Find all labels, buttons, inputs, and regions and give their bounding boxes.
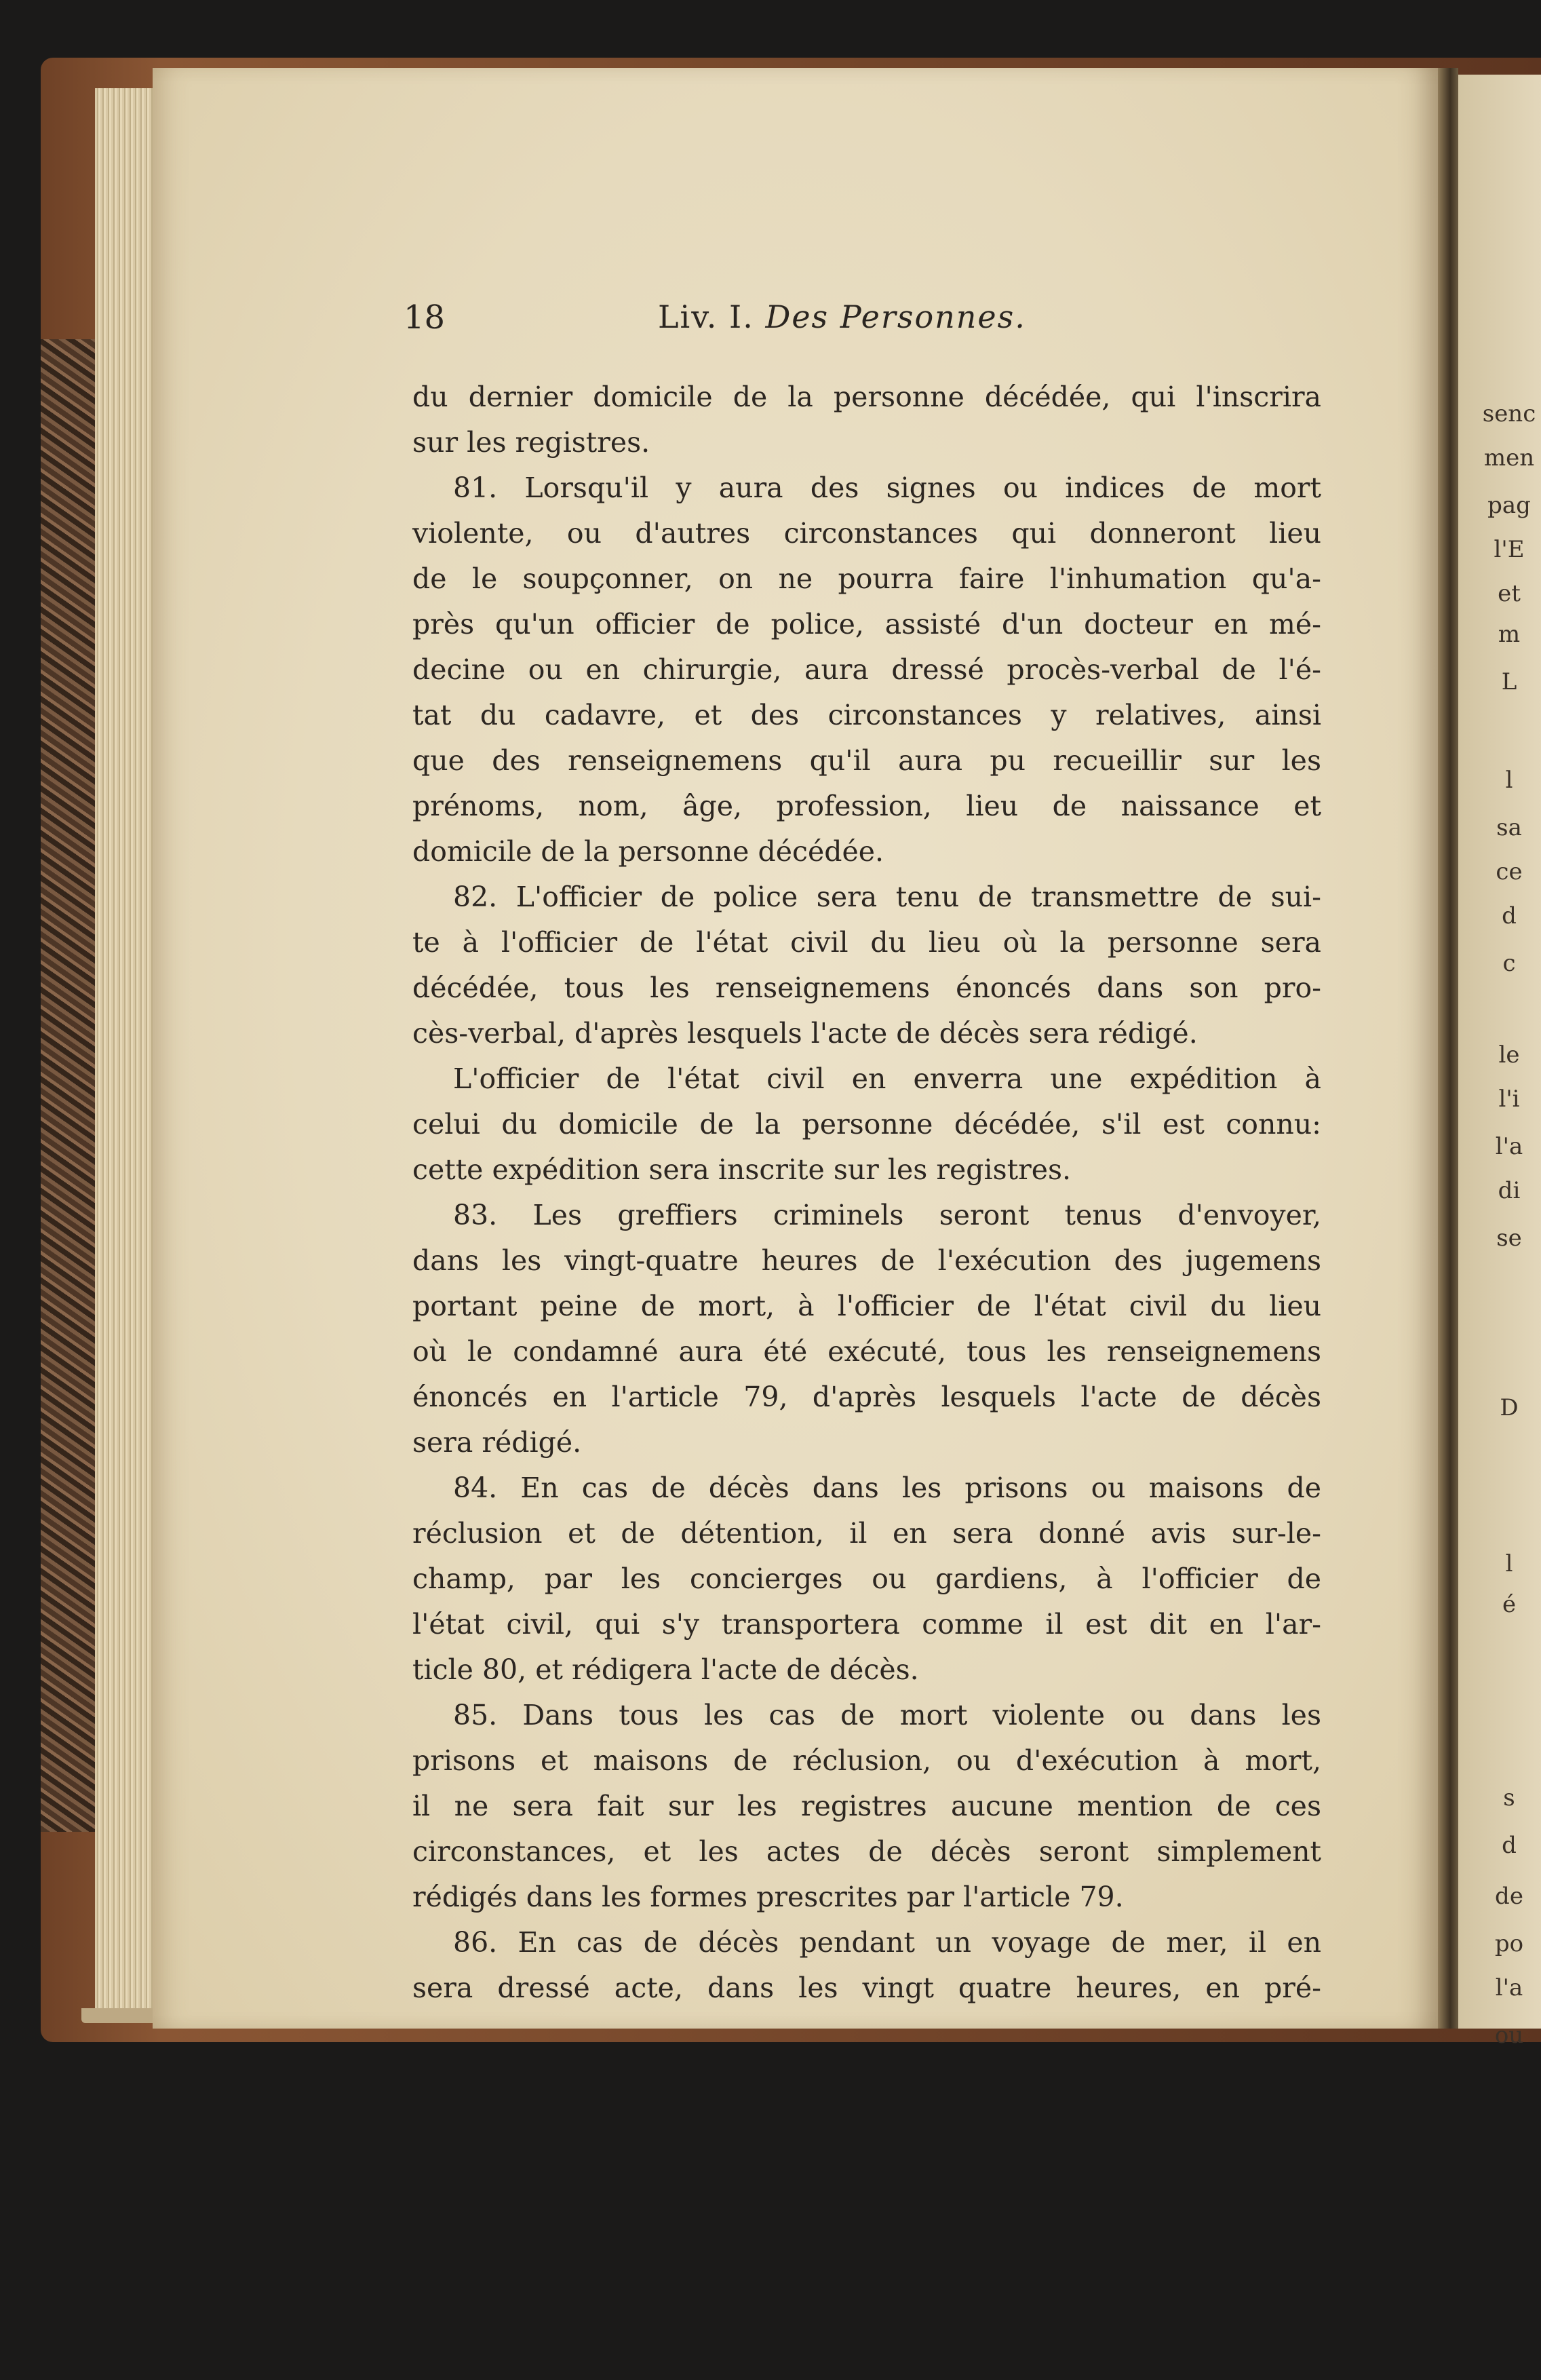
text-line: 85. Dans tous les cas de mort violente ou dans les [453, 1699, 1321, 1731]
facing-page-fragment: ou [1494, 2022, 1524, 2049]
text-line: où le condamné aura été exécuté, tous les renseignemens [412, 1335, 1321, 1368]
page-number: 18 [404, 299, 446, 337]
text-line: que des renseignemens qu'il aura pu recueillir sur les [412, 744, 1321, 777]
text-line: domicile de la personne décédée. [412, 835, 884, 868]
facing-page-fragment: le [1498, 1041, 1520, 1069]
running-head [658, 299, 1026, 335]
facing-page-fragment: L [1501, 668, 1517, 695]
page-edges [95, 88, 159, 2008]
text-line: tat du cadavre, et des circonstances y relatives, ainsi [412, 699, 1321, 731]
text-line: L'officier de l'état civil en enverra une expédition à [453, 1062, 1321, 1095]
text-line: champ, par les concierges ou gardiens, à l'officier de [412, 1562, 1321, 1595]
text-line: sur les registres. [412, 426, 650, 459]
running-head-book: Liv. I. [658, 299, 754, 335]
text-line: 83. Les greffiers criminels seront tenus d'envoyer, [453, 1199, 1321, 1231]
text-line: dans les vingt-quatre heures de l'exécution des jugemens [412, 1244, 1321, 1277]
facing-page-fragment: di [1498, 1177, 1521, 1204]
facing-page-fragment: l'E [1494, 536, 1525, 563]
book-gutter [1438, 68, 1458, 2029]
facing-page-fragment: se [1496, 1225, 1522, 1252]
facing-page-fragment: l'i [1498, 1086, 1520, 1113]
text-line: prénoms, nom, âge, profession, lieu de naissance et [412, 790, 1321, 822]
facing-page-fragment: m [1498, 621, 1521, 648]
facing-page-fragment: l'a [1495, 1974, 1523, 2001]
facing-page-fragment: et [1498, 580, 1521, 607]
facing-page-fragment: po [1494, 1930, 1524, 1957]
text-line: cette expédition sera inscrite sur les registres. [412, 1153, 1072, 1186]
text-line: sera rédigé. [412, 1426, 582, 1459]
text-line: prisons et maisons de réclusion, ou d'exécution à mort, [412, 1744, 1321, 1777]
facing-page-fragment: l [1505, 1550, 1513, 1577]
text-line: énoncés en l'article 79, d'après lesquels l'acte de décès [412, 1381, 1321, 1413]
text-line: cès-verbal, d'après lesquels l'acte de décès sera rédigé. [412, 1017, 1198, 1050]
facing-page-fragment: d [1502, 902, 1517, 929]
facing-page-fragment: d [1502, 1832, 1517, 1859]
text-line: violente, ou d'autres circonstances qui donneront lieu [412, 517, 1321, 550]
text-line: décédée, tous les renseignemens énoncés dans son pro- [412, 972, 1321, 1004]
text-line: circonstances, et les actes de décès seront simplement [412, 1835, 1321, 1868]
text-line: près qu'un officier de police, assisté d'un docteur en mé- [412, 608, 1321, 640]
text-line: de le soupçonner, on ne pourra faire l'inhumation qu'a- [412, 562, 1321, 595]
text-line: portant peine de mort, à l'officier de l'état civil du lieu [412, 1290, 1321, 1322]
facing-page-fragment: sa [1496, 814, 1522, 841]
text-line: decine ou en chirurgie, aura dressé procès-verbal de l'é- [412, 653, 1321, 686]
facing-page-fragment: ce [1496, 858, 1523, 885]
facing-page-fragment: c [1502, 950, 1516, 977]
facing-page-fragment: s [1503, 1784, 1515, 1811]
text-line: réclusion et de détention, il en sera donné avis sur-le- [412, 1517, 1321, 1550]
text-line: 81. Lorsqu'il y aura des signes ou indices de mort [453, 472, 1321, 504]
text-line: 84. En cas de décès dans les prisons ou maisons de [453, 1472, 1321, 1504]
facing-page-fragment: l'a [1495, 1133, 1523, 1160]
text-line: ticle 80, et rédigera l'acte de décès. [412, 1653, 919, 1686]
facing-page-fragment: men [1483, 444, 1535, 472]
text-line: du dernier domicile de la personne décédée, qui l'inscrira [412, 381, 1321, 413]
facing-page-fragment: de [1495, 1883, 1523, 1910]
running-head-title: Des Personnes. [765, 299, 1026, 335]
text-line: rédigés dans les formes prescrites par l'article 79. [412, 1881, 1124, 1913]
facing-page-fragment: pag [1487, 492, 1531, 519]
text-line: 86. En cas de décès pendant un voyage de mer, il en [453, 1926, 1321, 1959]
text-line: celui du domicile de la personne décédée, s'il est connu: [412, 1108, 1321, 1140]
facing-page-fragment: senc [1482, 400, 1536, 427]
facing-page-fragment: D [1500, 1394, 1519, 1421]
facing-page-fragment: é [1502, 1591, 1517, 1618]
facing-page-fragment: l [1505, 767, 1513, 794]
text-line: te à l'officier de l'état civil du lieu où la personne sera [412, 926, 1321, 959]
text-line: 82. L'officier de police sera tenu de transmettre de sui- [453, 881, 1321, 913]
text-line: il ne sera fait sur les registres aucune mention de ces [412, 1790, 1321, 1822]
text-line: sera dressé acte, dans les vingt quatre heures, en pré- [412, 1972, 1321, 2004]
text-line: l'état civil, qui s'y transportera comme il est dit en l'ar- [412, 1608, 1321, 1640]
